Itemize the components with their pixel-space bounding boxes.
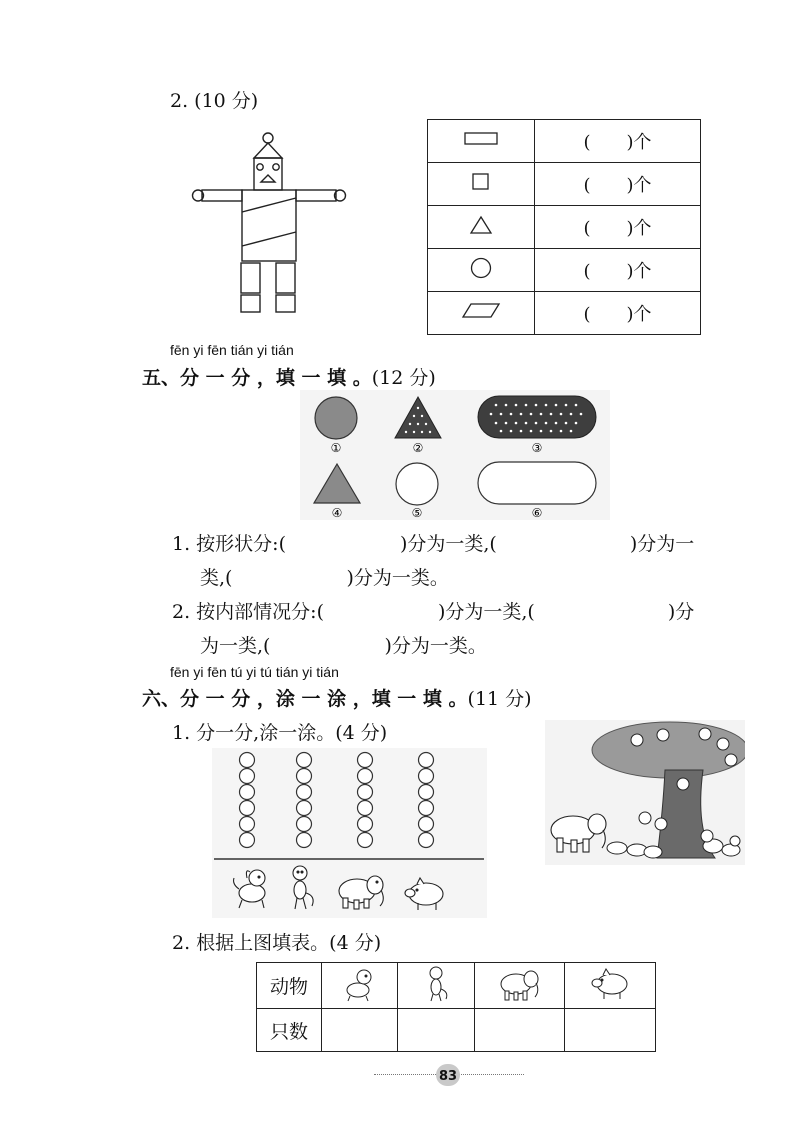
section5-q1-line1: 1. 按形状分:( )分为一类,( )分为一 <box>172 533 695 555</box>
section5-heading <box>142 363 436 390</box>
square-icon <box>428 163 535 206</box>
page-number: 83 <box>438 1069 458 1084</box>
circle-icon <box>428 249 535 292</box>
parallelogram-icon <box>428 292 535 335</box>
shape-label: ② <box>412 441 424 455</box>
answer-cell[interactable]: ( )个 <box>535 163 701 206</box>
answer-cell[interactable] <box>474 1009 565 1052</box>
elephant-icon <box>474 963 565 1009</box>
shape-label: ⑥ <box>531 506 543 520</box>
table-row <box>428 120 701 163</box>
table-row <box>428 249 701 292</box>
dog-icon <box>322 963 398 1009</box>
robot-figure <box>190 130 350 320</box>
tree-scene-figure <box>545 720 745 865</box>
table-row <box>428 206 701 249</box>
shape-label: ⑤ <box>411 506 423 520</box>
q2-title: 2. (10 分) <box>170 90 259 112</box>
pig-icon <box>565 963 656 1009</box>
animal-count-table <box>256 962 656 1052</box>
answer-cell[interactable] <box>398 1009 474 1052</box>
answer-cell[interactable]: ( )个 <box>535 292 701 335</box>
section5-pinyin: fēn yi fēn tián yi tián <box>170 342 294 358</box>
section6-q1: 1. 分一分,涂一涂。(4 分) <box>172 722 388 744</box>
shape-count-table <box>427 119 701 335</box>
section5-q1-line2: 类,( )分为一类。 <box>200 567 449 589</box>
table-row <box>257 1009 656 1052</box>
answer-cell[interactable] <box>322 1009 398 1052</box>
answer-cell[interactable] <box>565 1009 656 1052</box>
rectangle-icon <box>428 120 535 163</box>
shape-label: ① <box>330 441 342 455</box>
row-header: 动物 <box>257 963 322 1009</box>
section5-title: 五、分 一 分 ，填 一 填 。 <box>142 367 372 389</box>
white-rounded-rect-shape <box>478 462 596 504</box>
monkey-icon <box>398 963 474 1009</box>
dotted-rounded-rect-shape <box>478 396 596 438</box>
table-row <box>428 163 701 206</box>
triangle-icon <box>428 206 535 249</box>
answer-cell[interactable]: ( )个 <box>535 206 701 249</box>
section5-q2-line1: 2. 按内部情况分:( )分为一类,( )分 <box>172 601 695 623</box>
answer-cell[interactable]: ( )个 <box>535 249 701 292</box>
answer-cell[interactable]: ( )个 <box>535 120 701 163</box>
section6-title: 六、分 一 分 ，涂 一 涂 ，填 一 填 。 <box>142 688 468 710</box>
section6-heading <box>142 684 532 711</box>
shape-label: ④ <box>331 506 343 520</box>
section6-score: (11 分) <box>467 688 532 710</box>
circle-columns-figure <box>212 748 487 918</box>
section5-score: (12 分) <box>371 367 436 389</box>
shapes-figure <box>300 390 610 520</box>
section6-pinyin: fēn yi fēn tú yi tú tián yi tián <box>170 664 339 680</box>
page-number-badge <box>436 1064 460 1086</box>
row-header: 只数 <box>257 1009 322 1052</box>
white-circle-shape <box>396 463 438 505</box>
table-row <box>257 963 656 1009</box>
table-row <box>428 292 701 335</box>
section5-q2-line2: 为一类,( )分为一类。 <box>200 635 487 657</box>
shape-label: ③ <box>531 441 543 455</box>
gray-circle-shape <box>315 397 357 439</box>
section6-q2: 2. 根据上图填表。(4 分) <box>172 932 382 954</box>
